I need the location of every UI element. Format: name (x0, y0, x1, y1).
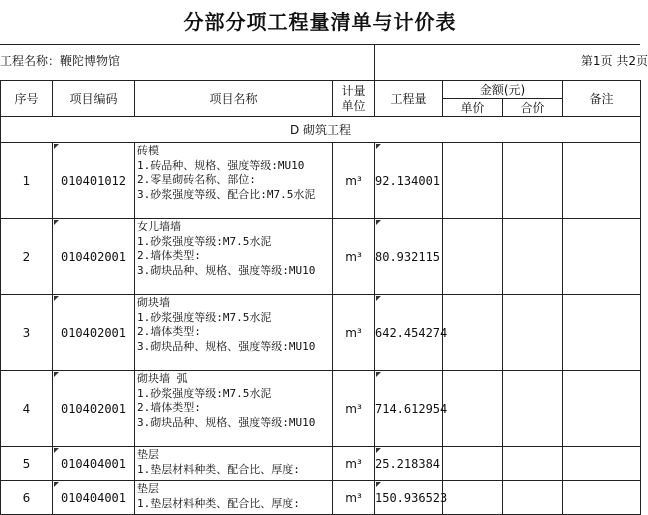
row-total (503, 143, 563, 219)
row-remark (563, 295, 641, 371)
comment-marker (54, 296, 59, 301)
bill-of-quantities-table (0, 80, 641, 515)
table-row (1, 143, 641, 219)
header-top-rule (0, 44, 640, 45)
row-code-text: 010402001 (60, 401, 127, 416)
header-divider (374, 44, 375, 80)
row-remark (563, 219, 641, 295)
row-seq: 6 (1, 481, 53, 515)
comment-marker (376, 448, 381, 453)
row-unit: m³ (333, 219, 375, 295)
comment-marker (54, 372, 59, 377)
row-unit: m³ (333, 371, 375, 447)
row-seq: 2 (1, 219, 53, 295)
row-qty-text: 80.932115 (375, 249, 441, 264)
row-total (503, 295, 563, 371)
row-total (503, 447, 563, 481)
row-code (53, 447, 135, 481)
comment-marker (54, 482, 59, 487)
header-unit-text: 计量单位 (341, 83, 366, 113)
header-unit (333, 81, 375, 117)
header-qty: 工程量 (375, 81, 443, 117)
row-code (53, 481, 135, 515)
project-name: 工程名称：鞭陀博物馆 (0, 54, 121, 68)
header-code: 项目编码 (53, 81, 135, 117)
comment-marker (376, 144, 381, 149)
header-remark: 备注 (563, 81, 641, 117)
row-unit: m³ (333, 481, 375, 515)
row-unit: m³ (333, 295, 375, 371)
row-qty (375, 295, 448, 371)
row-remark (563, 481, 641, 515)
row-qty-text: 642.454274 (375, 325, 448, 340)
row-qty-text: 150.936523 (375, 490, 448, 505)
header-amount: 金额(元) (443, 81, 563, 99)
comment-marker (54, 220, 59, 225)
section-heading: D 砌筑工程 (1, 117, 641, 143)
document-title: 分部分项工程量清单与计价表 (183, 10, 457, 34)
row-code-text: 010402001 (60, 325, 127, 340)
row-code-text: 010404001 (60, 490, 127, 505)
row-qty (375, 447, 443, 481)
row-code (53, 371, 135, 447)
header-unit-price: 单价 (443, 99, 503, 117)
row-remark (563, 447, 641, 481)
header-name: 项目名称 (135, 81, 333, 117)
comment-marker (376, 482, 381, 487)
row-seq: 1 (1, 143, 53, 219)
row-qty (375, 143, 443, 219)
row-item-name: 垫层 1.垫层材料种类、配合比、厚度: (135, 447, 333, 481)
row-total (503, 219, 563, 295)
header-seq: 序号 (1, 81, 53, 117)
comment-marker (376, 220, 381, 225)
row-item-name: 砌块墙 1.砂浆强度等级:M7.5水泥 2.墙体类型: 3.砌块品种、规格、强度等级:MU10 (135, 295, 333, 371)
header-total: 合价 (503, 99, 563, 117)
row-total (503, 481, 563, 515)
row-remark (563, 143, 641, 219)
row-code-text: 010402001 (60, 249, 127, 264)
row-unit: m³ (333, 143, 375, 219)
table-row (1, 371, 641, 447)
comment-marker (54, 144, 59, 149)
row-code (53, 295, 135, 371)
row-unit-price (443, 481, 503, 515)
row-qty (375, 371, 448, 447)
row-item-name: 垫层 1.垫层材料种类、配合比、厚度: (135, 481, 333, 515)
row-qty (375, 219, 443, 295)
row-qty-text: 25.218384 (375, 456, 441, 471)
row-unit-price (443, 219, 503, 295)
comment-marker (376, 372, 381, 377)
row-total (503, 371, 563, 447)
row-item-name: 砌块墙 弧 1.砂浆强度等级:M7.5水泥 2.墙体类型: 3.砌块品种、规格、强度等级:MU10 (135, 371, 333, 447)
row-qty-text: 714.612954 (375, 401, 448, 416)
row-unit-price (443, 143, 503, 219)
row-remark (563, 371, 641, 447)
table-row (1, 219, 641, 295)
comment-marker (376, 296, 381, 301)
row-code-text: 010401012 (60, 173, 127, 188)
row-unit: m³ (333, 447, 375, 481)
comment-marker (54, 448, 59, 453)
row-item-name: 砖模 1.砖品种、规格、强度等级:MU10 2.零星砌砖名称、部位: 3.砂浆强度等级、配合比:M7.5水泥 (135, 143, 333, 219)
row-qty (375, 481, 448, 515)
row-code (53, 219, 135, 295)
row-code-text: 010404001 (60, 456, 127, 471)
row-qty-text: 92.134001 (375, 173, 441, 188)
row-unit-price (443, 371, 503, 447)
row-seq: 5 (1, 447, 53, 481)
table-row (1, 295, 641, 371)
row-seq: 4 (1, 371, 53, 447)
row-unit-price (443, 447, 503, 481)
row-seq: 3 (1, 295, 53, 371)
table-row (1, 447, 641, 481)
row-unit-price (443, 295, 503, 371)
table-row (1, 481, 641, 515)
row-code (53, 143, 135, 219)
row-item-name: 女儿墙墙 1.砂浆强度等级:M7.5水泥 2.墙体类型: 3.砌块品种、规格、强度等级:MU10 (135, 219, 333, 295)
page-info: 第1页 共2页 (580, 54, 648, 68)
